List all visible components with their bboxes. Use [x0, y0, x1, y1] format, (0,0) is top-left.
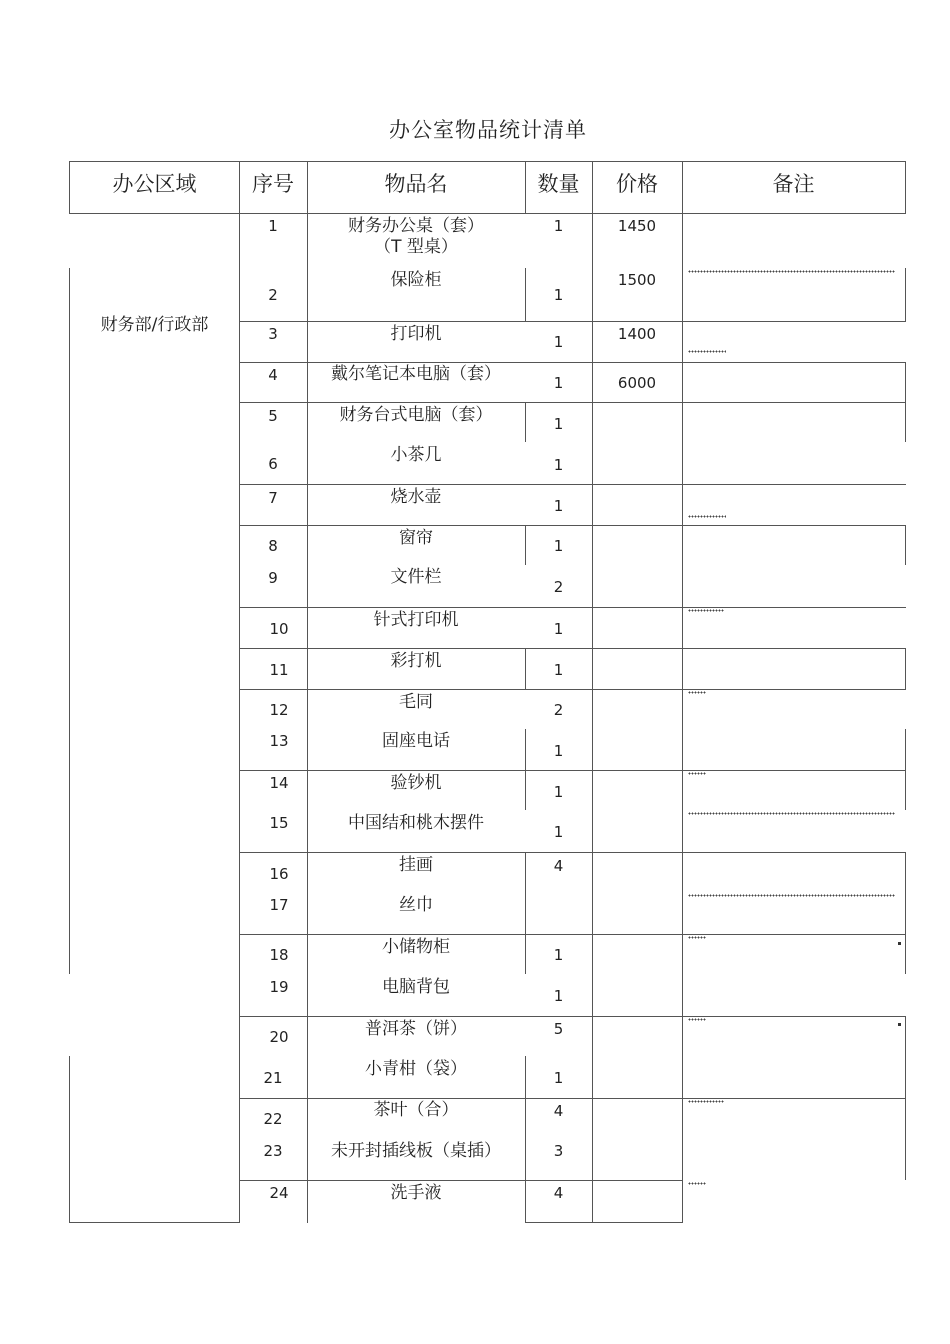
dot-leader-mark — [688, 772, 706, 775]
seq-cell: 5 — [268, 407, 278, 425]
seq-cell: 19 — [269, 978, 289, 996]
item-cell: 彩打机 — [390, 651, 442, 671]
qty-cell: 1 — [553, 537, 564, 555]
page-title: 办公室物品统计清单 — [389, 118, 587, 142]
item-cell: 保险柜 — [390, 270, 442, 290]
dot-leader-mark — [688, 1100, 724, 1103]
seq-cell: 4 — [268, 366, 278, 384]
item-cell: 普洱茶（饼） — [365, 1019, 467, 1039]
seq-cell: 20 — [269, 1028, 289, 1046]
dot-leader-mark — [688, 1018, 706, 1021]
qty-cell: 1 — [553, 217, 564, 235]
item-cell: 打印机 — [390, 324, 442, 344]
qty-cell: 2 — [553, 701, 564, 719]
seq-cell: 6 — [268, 455, 278, 473]
item-cell: 毛同 — [399, 692, 433, 712]
header-seq: 序号 — [252, 172, 294, 196]
qty-cell: 4 — [553, 857, 564, 875]
header-item: 物品名 — [384, 172, 448, 196]
dot-leader-mark — [688, 609, 724, 612]
qty-cell: 3 — [553, 1142, 564, 1160]
item-cell: 未开封插线板（桌插） — [331, 1141, 501, 1161]
price-cell: 1500 — [617, 271, 657, 289]
header-area: 办公区域 — [112, 172, 197, 196]
item-cell: 针式打印机 — [373, 610, 459, 630]
qty-cell: 1 — [553, 333, 564, 351]
qty-cell: 1 — [553, 661, 564, 679]
item-cell: 小储物柜 — [382, 937, 450, 957]
item-cell: 小青柑（袋） — [365, 1059, 467, 1079]
area-name: 财务部/行政部 — [100, 315, 209, 335]
item-cell: 中国结和桃木摆件 — [348, 813, 484, 833]
seq-cell: 13 — [269, 732, 289, 750]
item-cell: 财务办公桌（套） — [348, 216, 484, 236]
seq-cell: 12 — [269, 701, 289, 719]
stray-dot — [898, 942, 901, 945]
stray-dot — [898, 1023, 901, 1026]
dot-leader-mark — [688, 691, 706, 694]
price-cell: 1450 — [617, 217, 657, 235]
seq-cell: 1 — [268, 217, 278, 235]
item-cell: 洗手液 — [390, 1183, 442, 1203]
qty-cell: 2 — [553, 578, 564, 596]
seq-cell: 10 — [269, 620, 289, 638]
dot-leader-mark — [688, 270, 895, 273]
qty-cell: 1 — [553, 946, 564, 964]
item-cell: 烧水壶 — [390, 487, 442, 507]
seq-cell: 3 — [268, 325, 278, 343]
item-cell: 电脑背包 — [382, 977, 450, 997]
item-cell: 小茶几 — [390, 445, 442, 465]
qty-cell: 1 — [553, 456, 564, 474]
dot-leader-mark — [688, 515, 726, 518]
qty-cell: 1 — [553, 286, 564, 304]
seq-cell: 8 — [268, 537, 278, 555]
qty-cell: 4 — [553, 1102, 564, 1120]
seq-cell: 9 — [268, 569, 278, 587]
dot-leader-mark — [688, 350, 726, 353]
qty-cell: 1 — [553, 415, 564, 433]
qty-cell: 1 — [553, 620, 564, 638]
dot-leader-mark — [688, 936, 706, 939]
qty-cell: 1 — [553, 823, 564, 841]
seq-cell: 2 — [268, 286, 278, 304]
header-note: 备注 — [772, 172, 815, 196]
price-cell: 1400 — [617, 325, 657, 343]
dot-leader-mark — [688, 812, 895, 815]
seq-cell: 14 — [269, 774, 289, 792]
seq-cell: 16 — [269, 865, 289, 883]
dot-leader-mark — [688, 894, 895, 897]
item-cell: 固座电话 — [382, 731, 450, 751]
seq-cell: 11 — [269, 661, 289, 679]
qty-cell: 1 — [553, 1069, 564, 1087]
item-cell: 验钞机 — [390, 773, 442, 793]
item-cell: 文件栏 — [390, 567, 442, 587]
seq-cell: 21 — [263, 1069, 283, 1087]
seq-cell: 15 — [269, 814, 289, 832]
item-cell: 财务台式电脑（套） — [339, 405, 493, 425]
seq-cell: 23 — [263, 1142, 283, 1160]
qty-cell: 1 — [553, 783, 564, 801]
price-cell: 6000 — [617, 374, 657, 392]
item-cell: 丝巾 — [399, 895, 433, 915]
seq-cell: 24 — [269, 1184, 289, 1202]
qty-cell: 1 — [553, 987, 564, 1005]
item-cell: 茶叶（合） — [373, 1100, 459, 1120]
qty-cell: 1 — [553, 374, 564, 392]
item-cell-line2: （T 型桌） — [374, 237, 458, 257]
seq-cell: 22 — [263, 1110, 283, 1128]
seq-cell: 7 — [268, 489, 278, 507]
header-price: 价格 — [616, 172, 658, 196]
qty-cell: 1 — [553, 497, 564, 515]
qty-cell: 4 — [553, 1184, 564, 1202]
seq-cell: 17 — [269, 896, 289, 914]
qty-cell: 1 — [553, 742, 564, 760]
dot-leader-mark — [688, 1182, 706, 1185]
header-qty: 数量 — [537, 172, 580, 196]
item-cell: 戴尔笔记本电脑（套） — [331, 364, 501, 384]
qty-cell: 5 — [553, 1020, 564, 1038]
item-cell: 挂画 — [399, 855, 433, 875]
item-cell: 窗帘 — [399, 528, 433, 548]
seq-cell: 18 — [269, 946, 289, 964]
